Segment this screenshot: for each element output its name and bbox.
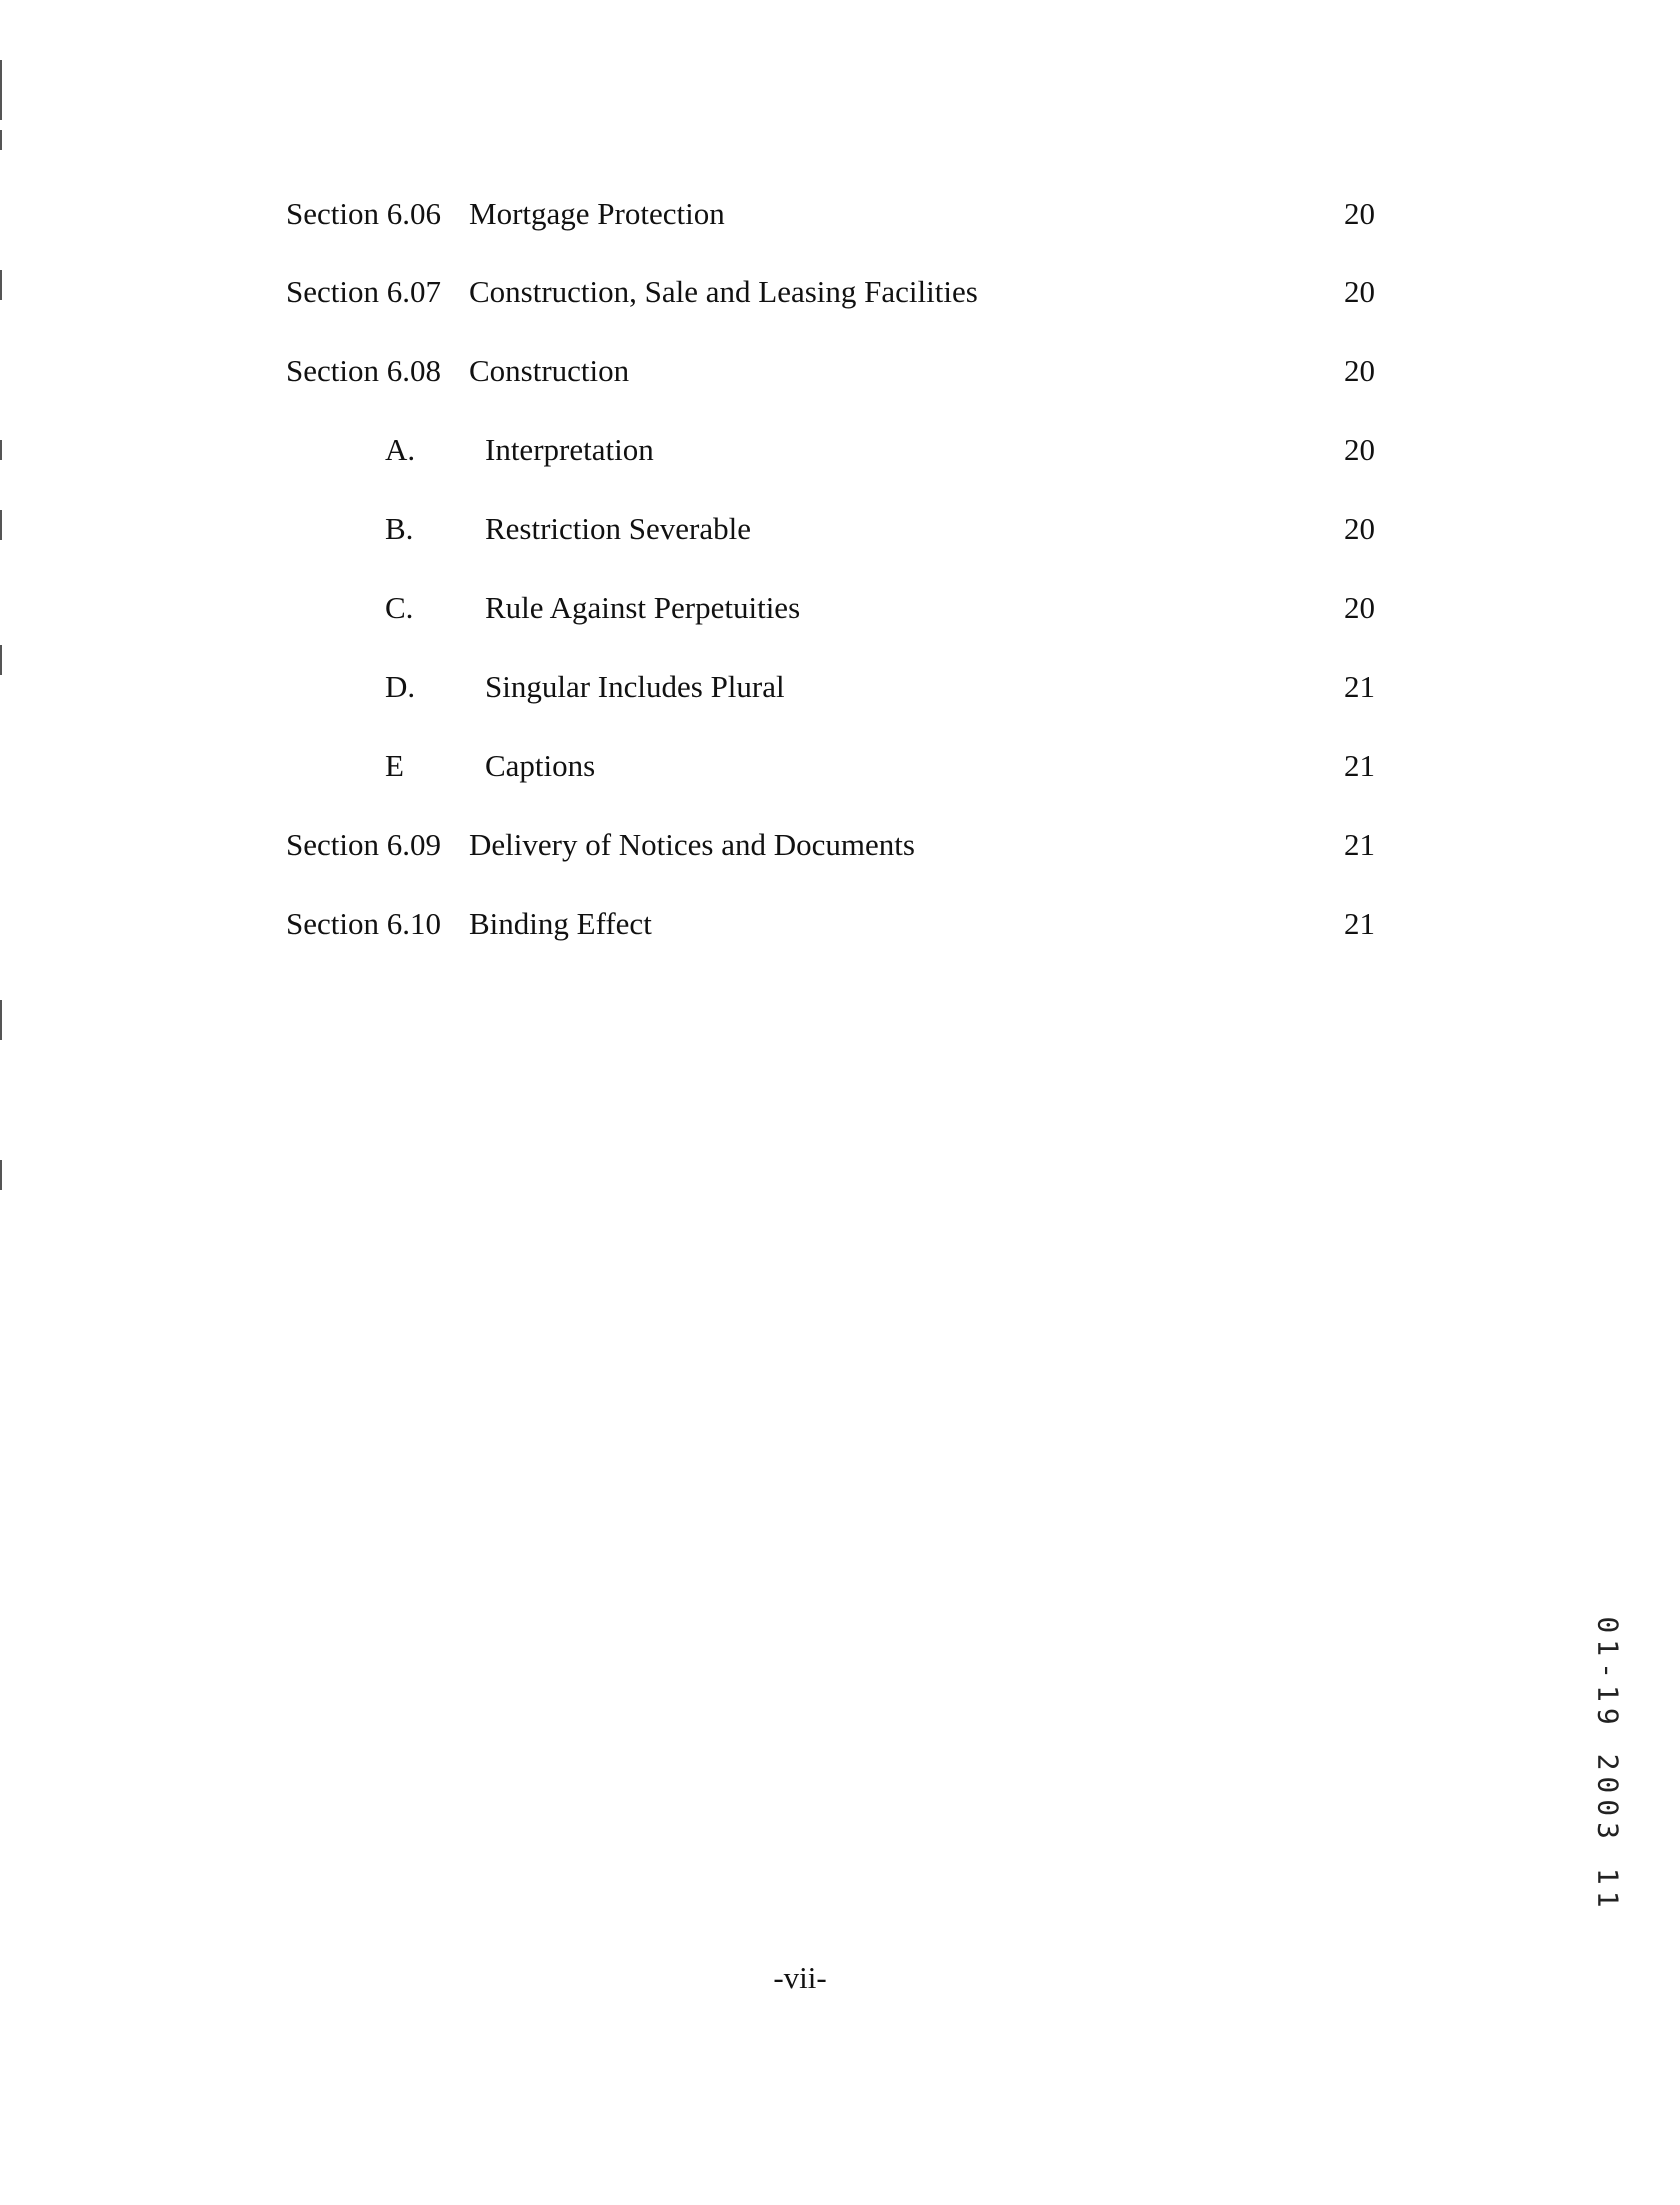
toc-page-number: 21 [1344,827,1375,862]
toc-section-title: Construction, Sale and Leasing Facilities [469,274,978,309]
scan-artifact [0,1000,2,1040]
toc-sub-title: Singular Includes Plural [485,669,785,704]
toc-section-label: Section 6.06 [286,196,441,231]
toc-section-label: Section 6.08 [286,353,441,388]
toc-page-number: 20 [1344,511,1375,546]
toc-entry-sub-c[interactable] [0,588,1680,628]
toc-page-number: 21 [1344,669,1375,704]
toc-entry-sub-b[interactable] [0,509,1680,549]
toc-section-title: Construction [469,353,630,388]
bates-stamp [1578,1585,1638,1945]
toc-sub-title: Restriction Severable [485,511,751,546]
toc-page-number: 20 [1344,196,1375,231]
toc-sub-letter: A. [385,432,416,467]
toc-sub-title: Interpretation [485,432,654,467]
toc-entry-sub-d[interactable] [0,667,1680,707]
scan-artifact [0,130,2,150]
toc-entry-section-6-09[interactable] [0,825,1680,865]
toc-entry-sub-e[interactable] [0,746,1680,786]
toc-sub-letter: C. [385,590,414,625]
toc-sub-letter: E [385,748,404,783]
toc-sub-letter: D. [385,669,416,704]
toc-page-number: 21 [1344,906,1375,941]
toc-sub-title: Captions [485,748,596,783]
toc-section-title: Binding Effect [469,906,652,941]
toc-section-title: Mortgage Protection [469,196,725,231]
toc-entry-section-6-08[interactable] [0,351,1680,391]
toc-page-number: 20 [1344,590,1375,625]
bates-number: 01-19 2003 11 [1591,1616,1625,1914]
toc-entry-sub-a[interactable] [0,430,1680,470]
toc-page-number: 20 [1344,274,1375,309]
scan-artifact [0,60,2,120]
scan-artifact [0,1160,2,1190]
toc-section-label: Section 6.07 [286,274,441,309]
toc-page-number: 21 [1344,748,1375,783]
toc-section-label: Section 6.10 [286,906,441,941]
page-number: -vii- [773,1960,827,1995]
page-footer [0,1958,1600,1998]
toc-entry-section-6-10[interactable] [0,904,1680,944]
toc-entry-section-6-06[interactable] [0,194,1680,234]
toc-entry-section-6-07[interactable] [0,272,1680,312]
toc-sub-title: Rule Against Perpetuities [485,590,801,625]
toc-section-label: Section 6.09 [286,827,441,862]
toc-section-title: Delivery of Notices and Documents [469,827,915,862]
toc-sub-letter: B. [385,511,414,546]
toc-page-number: 20 [1344,432,1375,467]
toc-page-number: 20 [1344,353,1375,388]
